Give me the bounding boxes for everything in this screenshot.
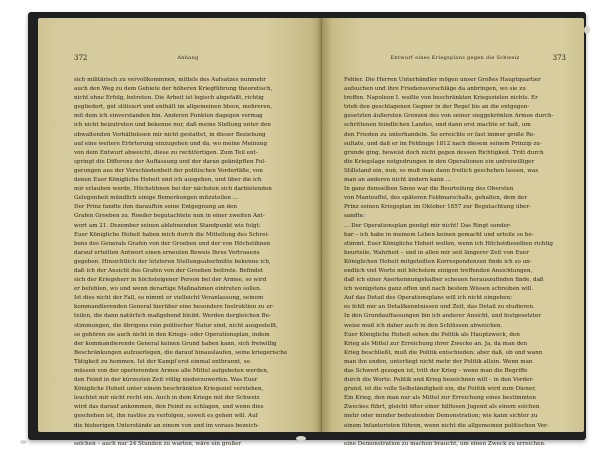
text-line: bar – ich habe in meinem Leben keinen gemacht und urteile so be- xyxy=(344,231,534,238)
text-line: sultate, und daß er im Feldzuge 1812 nach diesem seinem Prinzip zu- xyxy=(344,140,542,147)
text-line: nicht ohne Erfolg, betreten. Die Arbeit ist logisch abgefaßt, richtig xyxy=(74,95,264,102)
text-line: Krieg beschließt, muß die Politik entschieden; aber daß, ob und wann xyxy=(344,349,543,356)
text-line: schrittenen feindlichen Landes, und dann erst machte er halt, um xyxy=(344,122,531,129)
text-line: grund, ist die volle Selbständigkeit ein, die Politik wird zum Diener, xyxy=(344,386,536,393)
right-page-number: 373 xyxy=(552,54,566,62)
text-line: so gehören sie auch nicht in den Kriegs- oder Operationsplan, indem xyxy=(74,331,270,338)
text-line: sich militärisch zu vervollkommnen, mittels des Aufsatzes nunmehr xyxy=(74,77,266,83)
text-line: leuchtet mir nicht recht ein. Auch in dem Kriege mit der Schweiz xyxy=(74,395,260,402)
text-line: geschehen ist, ihn rastlos zu verfolgen, soweit es gehen will. Auf xyxy=(74,413,258,420)
left-page xyxy=(38,18,322,447)
left-page-text xyxy=(74,76,300,447)
text-line: mit dem ich einverstanden bin. Anderen Punkten dagegen vermag xyxy=(74,113,263,120)
text-line: man an anderen nicht ändern kann ... xyxy=(344,177,452,184)
left-page-header xyxy=(74,54,302,64)
text-line: weise muß ich daher auch in den Schlüssen abweichen. xyxy=(344,322,503,329)
text-line: aufsuchen und ihre Friedensvorschläge da anbringen, wo sie zu xyxy=(344,86,526,93)
text-line: Grafen Groeben zu. Roeder begutachtete nun in einer zweiten Ant- xyxy=(74,213,265,220)
text-line: obwaltenden Verhältnissen mir nicht gestattet, in dieser Beziehung xyxy=(74,131,266,138)
text-line: endlich viel Worte mit höchstem einigen treffenden Ansichtungen, xyxy=(344,267,533,274)
text-line: stimmt. Euer Königliche Hoheit wollen, wenn ich Höchstdieselben richtig xyxy=(344,240,553,247)
text-line: In den Grundauffassungen bin ich anderer Ansicht, und festgesetzter xyxy=(344,313,541,320)
text-line: stimmungen, die übrigens rein politischer Natur sind, nicht ausgestellt, xyxy=(74,322,278,329)
text-line: den Feind in der kürzesten Zeit völlig niederzuwerfen. Was Euer xyxy=(74,377,258,384)
text-line: teilen, die dann natürlich maßgebend bleibt. Werden dergleichen Be- xyxy=(74,313,271,320)
text-line: Fehler. Die Herren Unterhändler mögen unser Großes Hauptquartier xyxy=(344,77,541,83)
left-page-number: 372 xyxy=(74,54,88,62)
text-line: Beschränkungen aufzuerlegen, die darauf hinauslaufen, seine kriegerische xyxy=(74,349,288,356)
text-line: auch den Weg zu dem Gebiete der höheren Kriegführung theoretisch, xyxy=(74,86,273,93)
text-line: gerungen aus der Verschiedenheit der politischen Vorderfäße, von xyxy=(74,167,263,174)
text-line: beurteile, Wahrheit – und in allen mir seit längerer Zeit von Euer xyxy=(344,249,529,256)
text-line: daß ich der Ansicht des Grafen von der Groeben beitrete. Befindet xyxy=(74,267,264,274)
text-line: Stillstand ein, nun, so muß man dann freilich geschehen lassen, was xyxy=(344,167,539,174)
text-line: Euer Königliche Hoheit sehen die Politik als Hauptzweck, den xyxy=(344,331,520,338)
text-line: neten Orte – Euer Königliche Hoheit nennen Zürich als einen xyxy=(74,431,248,438)
right-page xyxy=(322,18,584,447)
text-line: die bisherigen Unterstände an einem von und im voraus bezeich- xyxy=(74,422,260,429)
open-book xyxy=(22,8,590,447)
text-line: wird das darauf ankommen, den Feind zu schlagen, und wenn dies xyxy=(74,404,264,411)
paper-stain xyxy=(296,436,306,441)
text-line: es fehlt mir an Detailkenntnissen und Zeit, das Detail zu studieren. xyxy=(344,304,535,311)
right-page-header xyxy=(344,54,566,64)
text-line: ... Der Operationsplan genügt mir nicht! Das Ringt sonder- xyxy=(344,222,512,229)
text-line: sandte: xyxy=(344,213,365,220)
text-line: gegeben. Hinsichtlich der letzteren Stellungsabschnitte bekenne ich, xyxy=(74,258,271,265)
text-line: die Kriegslage notgedrungen in den Operationen ein unfreiwilliger xyxy=(344,158,535,165)
text-line: Euer Königliche Hoheit haben mich durch die Mitteilung des Schrei- xyxy=(74,231,270,238)
text-line: Tätigkeit zu hemmen. Ist der Kampf erst einmal entbrannt, so xyxy=(74,358,250,365)
paper-stain xyxy=(20,440,27,444)
text-line: ich nicht beizutreten und bekenne nur, daß meine Stellung unter den xyxy=(74,122,271,129)
text-line: den Frieden zu unterhandeln. So erreichte er fast immer große Re- xyxy=(344,131,536,138)
text-line: gesetzten äußersten Grenzen des von seiner sieggekrönten Armee durch- xyxy=(344,113,554,120)
right-page-text xyxy=(344,76,566,447)
text-line: Ein Krieg, den man nur als Mittel zur Erreichung eines bestimmten xyxy=(344,395,537,402)
text-line: man ihn enden, unterliegt nicht mehr der Politik allein. Wenn man xyxy=(344,358,533,365)
text-line: Krieg als Mittel zur Erreichung ihrer Zwecke an. Ja, da man den xyxy=(344,340,528,347)
text-line: einem Infanteristen führen, wenn nicht die allgemeinen politischen Ver- xyxy=(344,422,549,429)
text-line: mehr oder minder bedeutenden Demonstration; wie kann sichter zu xyxy=(344,413,538,420)
text-line: wort am 21. Dezember seinen ablehnenden Standpunkt wie folgt: xyxy=(74,222,261,229)
text-line: bens des Generals Grafen von der Groeben und der von Höchstihnen xyxy=(74,240,271,247)
text-line: grunde ging, beweist doch nicht gegen dessen Richtigkeit. Tritt durch xyxy=(344,149,544,156)
paper-stain xyxy=(584,26,590,34)
text-line: trieb den geschlagenen Gegner in der Regel bis an die entgegen- xyxy=(344,104,530,111)
text-line: Ist dies nicht der Fall, so nimmt er vielleicht Veranlassung, seinem xyxy=(74,295,264,302)
text-line: er befehlen, wo und wenn derartige Maßnahmen eintreten sollen. xyxy=(74,286,262,293)
text-line: Königliche Hoheit unter einem beschränkten Kriegsziel verstehen, xyxy=(74,386,264,393)
text-line: eine Demonstration zu machen braucht, um einen Zweck zu erreichen. xyxy=(344,440,546,447)
text-line: darauf erteilten Antwort einen erneuten Beweis Ihres Vertrauens xyxy=(74,249,260,256)
text-line: das Schwert gezogen ist, tritt der Krieg – wenn man die Begriffe xyxy=(344,368,528,374)
text-line: auf eine weitere Erörterung einzugehen und da, wo meine Meinung xyxy=(74,140,268,147)
text-line: hältnisse so liegen, daß man ohne Krieg zu führen, sondern nur xyxy=(344,431,525,438)
text-line: Gelegenheit mündlich einige Bemerkungen mitzuteilen ... xyxy=(74,195,239,202)
text-line: der kommandierende General keinen Grund haben kann, sich freiwillig xyxy=(74,340,277,347)
text-line: kommandierenden General hierüber eine besondere Instruktion zu er- xyxy=(74,304,275,311)
text-line: Auf das Detail des Operationsplans will ich nicht eingehen; xyxy=(344,295,513,302)
left-running-head: Anhang xyxy=(177,55,199,61)
text-line: von dem Entwurf abweicht, diese zu rechtfertigen. Zum Teil ent- xyxy=(74,149,258,156)
text-line: daß ich einer Anerkennungshalber scheuen herauszufinden finde, daß xyxy=(344,277,544,284)
text-line: denen Euer Königliche Hoheit und ich ausgehen, und über die ich xyxy=(74,177,262,184)
text-line: treffen. Napoleon I. wußte von beschränkten Kriegszielen nichts. Er xyxy=(344,95,538,102)
text-line: solchen – auch nur 24 Stunden zu warten, wäre ein großer xyxy=(74,440,242,447)
text-line: Zweckes führt, gleicht öfter einer hilflosen Jugend als einem solchen xyxy=(344,404,540,411)
text-line: Prinz seinen Kriegsplan im Oktober 1857 zur Begutachtung über- xyxy=(344,204,531,211)
text-line: sich der Kriegsherr in höchsteigener Person bei der Armee, so wird xyxy=(74,277,267,284)
text-line: müssen von der operierenden Armee alle Mittel aufgeboten werden, xyxy=(74,368,269,374)
text-line: mir erlauben werde, Höchstihnen bei der nächsten sich darbietenden xyxy=(74,186,272,193)
text-line: durch die Worte: Politik und Krieg bezeichnen will – in den Vorder- xyxy=(344,377,534,384)
text-line: ich wenigstens ganz offen und nach bestem Wissen schreiben will. xyxy=(344,286,534,293)
text-line: In ganz demselben Sinne war die Beurteilung des Obersten xyxy=(344,186,514,193)
text-line: von Manteuffel, des späteren Feldmarschalls, gehalten, dem der xyxy=(344,195,528,202)
right-running-head: Entwurf eines Kriegsplans gegen die Schweiz xyxy=(390,55,520,61)
text-line: Königlichen Hoheit mitgeteilten Korrespondenzen finde ich so un- xyxy=(344,258,532,265)
text-line: gegliedert, gut stilisiert und enthält im allgemeinen Ideen, mehreren, xyxy=(74,104,273,111)
text-line: Der Prinz fandte ihm daraufhin seine Entgegnung an den xyxy=(74,204,238,211)
text-line: springt die Differenz der Auffassung und der daran geknüpften Fol- xyxy=(74,158,266,165)
